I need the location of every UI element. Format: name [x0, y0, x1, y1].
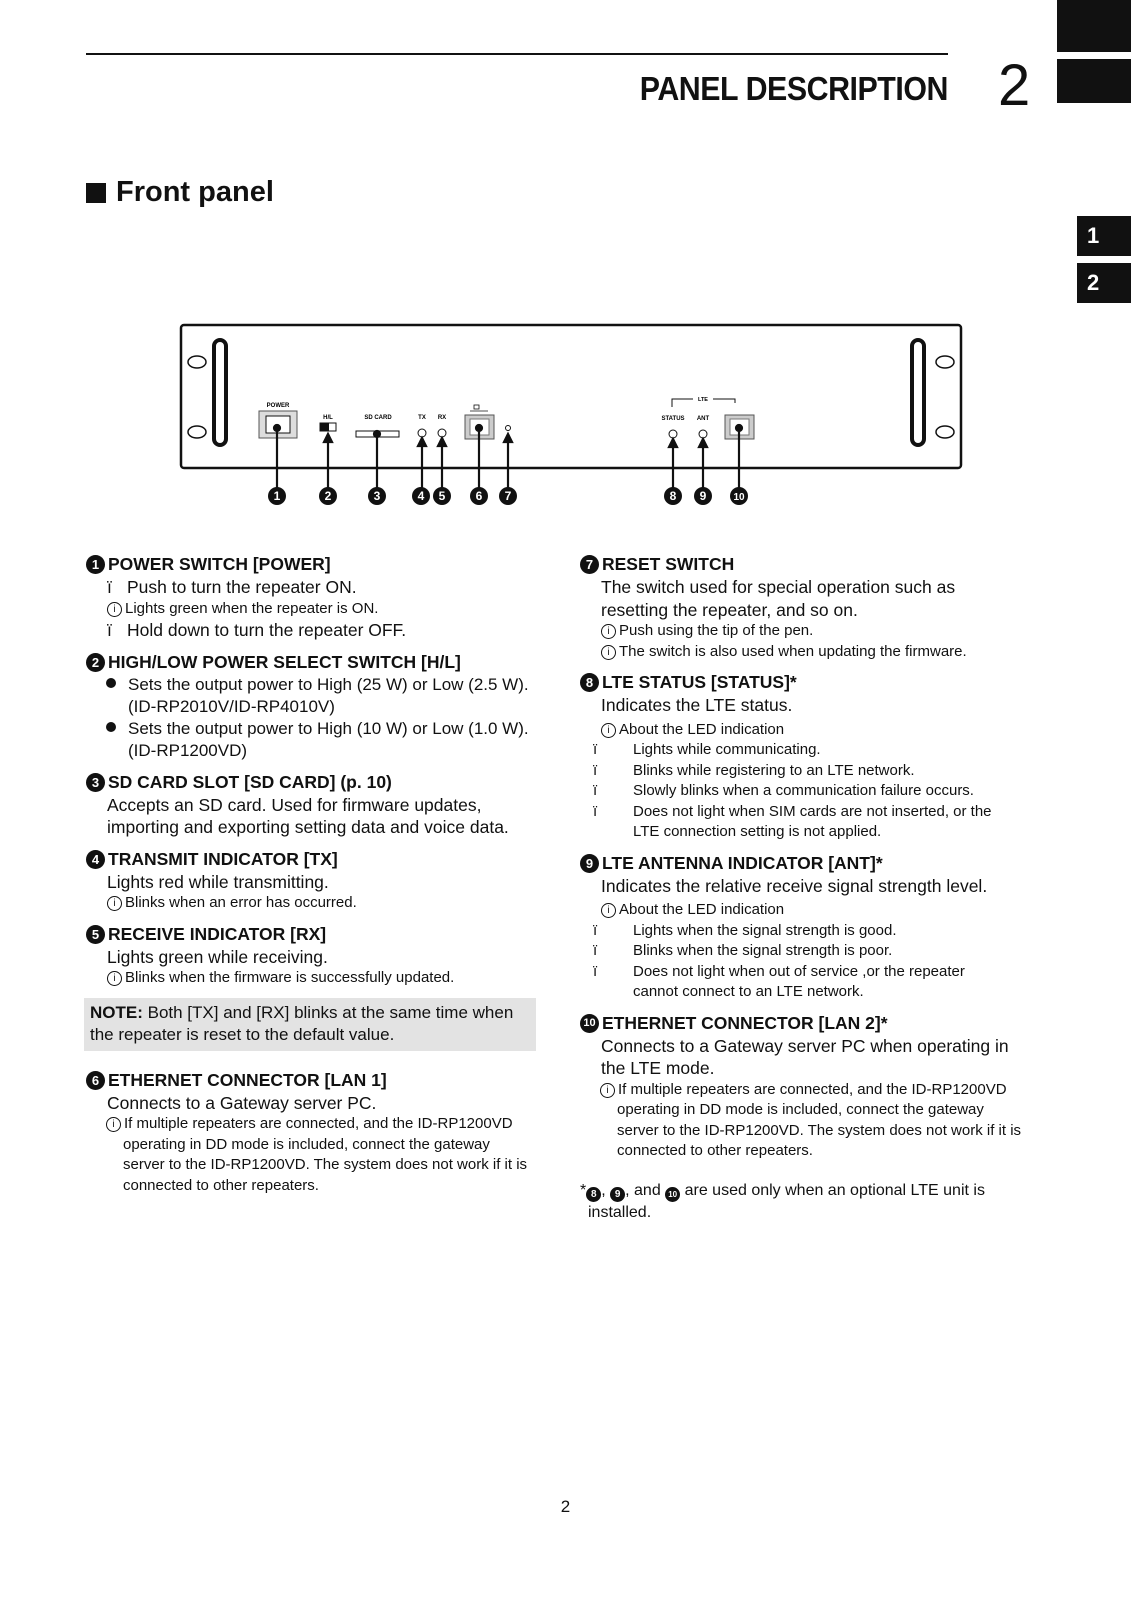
model-text: (ID-RP2010V/ID-RP4010V): [128, 696, 335, 716]
note-text: About the LED indication: [619, 901, 785, 918]
info-icon: i: [107, 971, 122, 986]
side-tab-2[interactable]: 2: [1077, 263, 1131, 303]
note-text: If multiple repeaters are connected, and the ID-RP1200VD operating in DD mode is included, connect the gateway server to the ID-RP1200VD. The system does not work if it is connected to other repeaters.: [123, 1115, 528, 1194]
bullet-text: Lights when the signal strength is good.: [633, 921, 897, 939]
svg-text:8: 8: [669, 489, 677, 503]
note-text: If multiple repeaters are connected, and the ID-RP1200VD operating in DD mode is included, connect the gateway server to the ID-RP1200VD. The system does not work if it is connected to other repeaters.: [617, 1080, 1022, 1159]
bullet-text: Hold down to turn the repeater OFF.: [127, 620, 407, 640]
chapter-tab-block: [1057, 0, 1131, 52]
chapter-tab-block: [1057, 59, 1131, 103]
item-title: LTE STATUS [STATUS]*: [602, 672, 797, 692]
note-label: NOTE:: [90, 1002, 143, 1022]
item-title: ETHERNET CONNECTOR [LAN 1]: [108, 1069, 387, 1090]
info-icon: i: [601, 624, 616, 639]
item-lte-antenna: 9 LTE ANTENNA INDICATOR [ANT]* Indicates the relative receive signal strength level. i About the LED indication ï Lights when the signal strength is good. ï Blinks when the signal strength is poor. ï Does not light when out of service ,or the repeater cannot connect to an LTE network.: [580, 852, 1030, 1003]
bullet-text: Does not light when SIM cards are not inserted, or the LTE connection setting is not applied.: [633, 802, 992, 840]
bullet-text: Sets the output power to High (10 W) or Low (1.0 W).: [128, 718, 529, 738]
info-icon: i: [107, 602, 122, 617]
side-tab-1[interactable]: 1: [1077, 216, 1131, 256]
info-icon: i: [106, 1117, 121, 1132]
page-number: 2: [560, 1497, 571, 1516]
svg-text:2: 2: [324, 489, 332, 503]
bullet-text: Slowly blinks when a communication failure occurs.: [633, 782, 974, 799]
front-panel-diagram: [170, 310, 970, 510]
svg-text:ANT: ANT: [696, 416, 710, 422]
callout-number-icon: 2: [86, 653, 105, 672]
svg-text:3: 3: [373, 489, 381, 503]
item-reset-switch: [580, 553, 1030, 662]
bullet-text: Lights while communicating.: [633, 741, 821, 758]
note-text: Blinks when an error has occurred.: [125, 894, 357, 911]
callout-number-icon: 9: [610, 1187, 625, 1202]
body-text: Connects to a Gateway server PC when operating in the LTE mode.: [601, 1035, 1009, 1078]
body-text: Indicates the LTE status.: [601, 695, 793, 715]
item-rx-indicator: [86, 923, 546, 989]
bullet-text: Does not light when out of service ,or the repeater cannot connect to an LTE network.: [633, 962, 965, 1000]
callout-number-icon: 10: [580, 1014, 599, 1033]
callout-number-icon: 4: [86, 850, 105, 869]
callout-number-icon: 1: [86, 555, 105, 574]
body-text: Lights green while receiving.: [107, 946, 328, 967]
svg-text:7: 7: [504, 489, 512, 503]
callout-number-icon: 6: [86, 1071, 105, 1090]
svg-text:6: 6: [475, 489, 483, 503]
svg-text:LTE: LTE: [698, 397, 708, 403]
item-title: RESET SWITCH: [602, 554, 735, 574]
item-title: SD CARD SLOT [SD CARD] (p. 10): [108, 771, 392, 792]
note-text: Lights green when the repeater is ON.: [125, 599, 379, 617]
chapter-title: PANEL DESCRIPTION: [639, 70, 948, 107]
callout-number-icon: 8: [586, 1187, 601, 1202]
callout-number-icon: 9: [580, 854, 599, 873]
svg-text:5: 5: [438, 489, 446, 503]
svg-text:STATUS: STATUS: [661, 416, 685, 422]
header-rule: [86, 53, 948, 55]
item-lan1-connector: [86, 1069, 546, 1197]
svg-text:TX: TX: [418, 415, 426, 421]
section-heading: [86, 176, 274, 209]
svg-text:10: 10: [733, 492, 745, 503]
callout-number-icon: 8: [580, 673, 599, 692]
info-icon: i: [601, 903, 616, 918]
footnote-text: are used only when an optional LTE unit is installed.: [588, 1181, 985, 1221]
item-hl-switch: [86, 651, 546, 762]
bullet-dot-icon: [106, 678, 116, 688]
body-text: Indicates the relative receive signal strength level.: [601, 875, 988, 896]
svg-text:POWER: POWER: [266, 403, 290, 409]
model-text: (ID-RP1200VD): [128, 740, 248, 760]
chapter-number: 2: [998, 53, 1031, 118]
svg-text:RX: RX: [437, 415, 447, 421]
note-box: [84, 998, 536, 1051]
square-bullet-icon: [86, 183, 106, 203]
info-icon: i: [107, 896, 122, 911]
info-icon: i: [600, 1083, 615, 1098]
item-title: RECEIVE INDICATOR [RX]: [108, 923, 327, 944]
item-title: TRANSMIT INDICATOR [TX]: [108, 848, 338, 869]
svg-text:SD CARD: SD CARD: [364, 415, 392, 421]
bullet-text: Sets the output power to High (25 W) or Low (2.5 W).: [128, 674, 529, 694]
item-title: HIGH/LOW POWER SELECT SWITCH [H/L]: [108, 651, 461, 672]
body-text: Connects to a Gateway server PC.: [107, 1092, 377, 1113]
svg-text:H/L: H/L: [323, 415, 333, 421]
item-title: ETHERNET CONNECTOR [LAN 2]*: [602, 1012, 888, 1033]
item-lte-status: 8 LTE STATUS [STATUS]* Indicates the LTE status. i About the LED indication ï Lights while communicating. ï Blinks while registering to an LTE network. ï Slowly blinks when a communication failure occurs. ï Does not light when SIM cards are not inserted, or the LTE connection setting is not applied.: [580, 671, 1030, 843]
body-text: Accepts an SD card. Used for firmware updates,: [107, 794, 482, 815]
info-icon: i: [601, 645, 616, 660]
note-text: About the LED indication: [619, 720, 785, 738]
body-text: The switch used for special operation such as resetting the repeater, and so on.: [601, 577, 956, 620]
body-text: Lights red while transmitting.: [107, 871, 329, 892]
svg-text:9: 9: [699, 489, 707, 503]
callout-number-icon: 10: [665, 1187, 680, 1202]
item-title: LTE ANTENNA INDICATOR [ANT]*: [602, 852, 883, 873]
item-sd-card-slot: [86, 771, 546, 839]
left-column: [86, 553, 546, 1205]
item-power-switch: 1 POWER SWITCH [POWER] ï Push to turn the repeater ON. i Lights green when the repeater is ON. ï Hold down to turn the repeater OFF.: [86, 553, 546, 642]
note-text: The switch is also used when updating the firmware.: [619, 642, 967, 660]
note-text: Both [TX] and [RX] blinks at the same time when the repeater is reset to the default value.: [90, 1002, 514, 1044]
bullet-dot-icon: [106, 722, 116, 732]
bullet-text: Blinks while registering to an LTE network.: [633, 761, 915, 779]
bullet-text: Push to turn the repeater ON.: [127, 577, 357, 597]
callout-number-icon: 7: [580, 555, 599, 574]
svg-text:1: 1: [273, 489, 281, 503]
item-title: POWER SWITCH [POWER]: [108, 554, 331, 574]
note-text: Push using the tip of the pen.: [619, 622, 814, 639]
callout-number-icon: 3: [86, 773, 105, 792]
section-title: Front panel: [116, 176, 274, 208]
callout-number-icon: 5: [86, 925, 105, 944]
body-text: importing and exporting setting data and voice data.: [107, 817, 509, 837]
svg-text:4: 4: [417, 489, 425, 503]
right-column: [580, 553, 1030, 1223]
bullet-text: Blinks when the signal strength is poor.: [633, 942, 893, 959]
note-text: Blinks when the firmware is successfully updated.: [125, 969, 455, 986]
item-lan2-connector: [580, 1012, 1030, 1162]
item-tx-indicator: [86, 848, 546, 914]
lte-footnote: * 8 , 9 , and 10 are used only when an optional LTE unit is installed.: [580, 1181, 985, 1221]
info-icon: i: [601, 723, 616, 738]
